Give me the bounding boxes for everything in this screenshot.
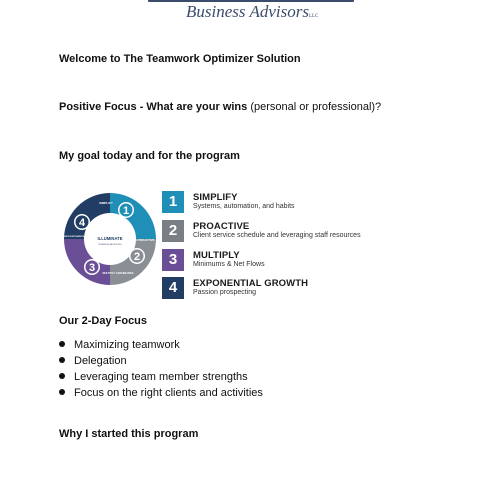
segment-label-proactive: BE PROACTIVE — [133, 238, 155, 242]
step-multiply — [162, 249, 392, 271]
step-title: EXPONENTIAL GROWTH — [193, 278, 309, 289]
list-item: Delegation — [59, 353, 263, 369]
logo — [0, 0, 500, 24]
segment-number-4: 4 — [78, 217, 86, 229]
step-title: SIMPLIFY — [193, 192, 238, 203]
step-simplify — [162, 191, 392, 213]
segment-label-multiply: MULTIPLY CAPABILITIES — [102, 272, 134, 275]
step-number: 3 — [162, 249, 184, 271]
positive-focus-heading — [59, 101, 381, 113]
segment-number-3: 3 — [88, 262, 96, 274]
segment-number-2: 2 — [133, 251, 141, 263]
diagram-center-label: ILLUMINATE — [97, 236, 123, 241]
segment-label-simplify: SIMPLIFY — [99, 201, 113, 205]
focus-bullet-list — [59, 337, 263, 401]
goal-heading: My goal today and for the program — [59, 150, 240, 162]
step-description: Minimums & Net Flows — [193, 261, 265, 268]
segment-number-1: 1 — [122, 205, 130, 217]
diagram-center-sub: BUSINESS ADVISORS — [98, 244, 122, 246]
step-number: 1 — [162, 191, 184, 213]
step-description: Passion prospecting — [193, 289, 257, 296]
step-exponential-growth — [162, 277, 392, 299]
logo-text: Business AdvisorsLLC — [186, 2, 319, 21]
why-started-heading: Why I started this program — [59, 428, 199, 440]
cycle-diagram — [55, 190, 160, 288]
list-item: Maximizing teamwork — [59, 337, 263, 353]
segment-label-exponential: EXPERIENCE EXPONENTIAL GROWTH — [55, 236, 97, 238]
bullet-icon — [59, 373, 65, 379]
step-description: Client service schedule and leveraging staff resources — [193, 232, 361, 239]
list-item: Leveraging team member strengths — [59, 369, 263, 385]
list-item: Focus on the right clients and activities — [59, 385, 263, 401]
bullet-icon — [59, 341, 65, 347]
step-title: MULTIPLY — [193, 250, 240, 261]
welcome-heading: Welcome to The Teamwork Optimizer Solution — [59, 53, 301, 65]
positive-focus-bold: Positive Focus - What are your wins — [59, 101, 248, 113]
logo-trademark: LLC — [308, 14, 319, 19]
step-description: Systems, automation, and habits — [193, 203, 295, 210]
two-day-focus-heading: Our 2-Day Focus — [59, 315, 148, 327]
step-number: 2 — [162, 220, 184, 242]
bullet-icon — [59, 389, 65, 395]
bullet-icon — [59, 357, 65, 363]
positive-focus-normal: (personal or professional)? — [247, 101, 382, 113]
step-number: 4 — [162, 277, 184, 299]
step-title: PROACTIVE — [193, 221, 250, 232]
step-proactive — [162, 220, 392, 242]
